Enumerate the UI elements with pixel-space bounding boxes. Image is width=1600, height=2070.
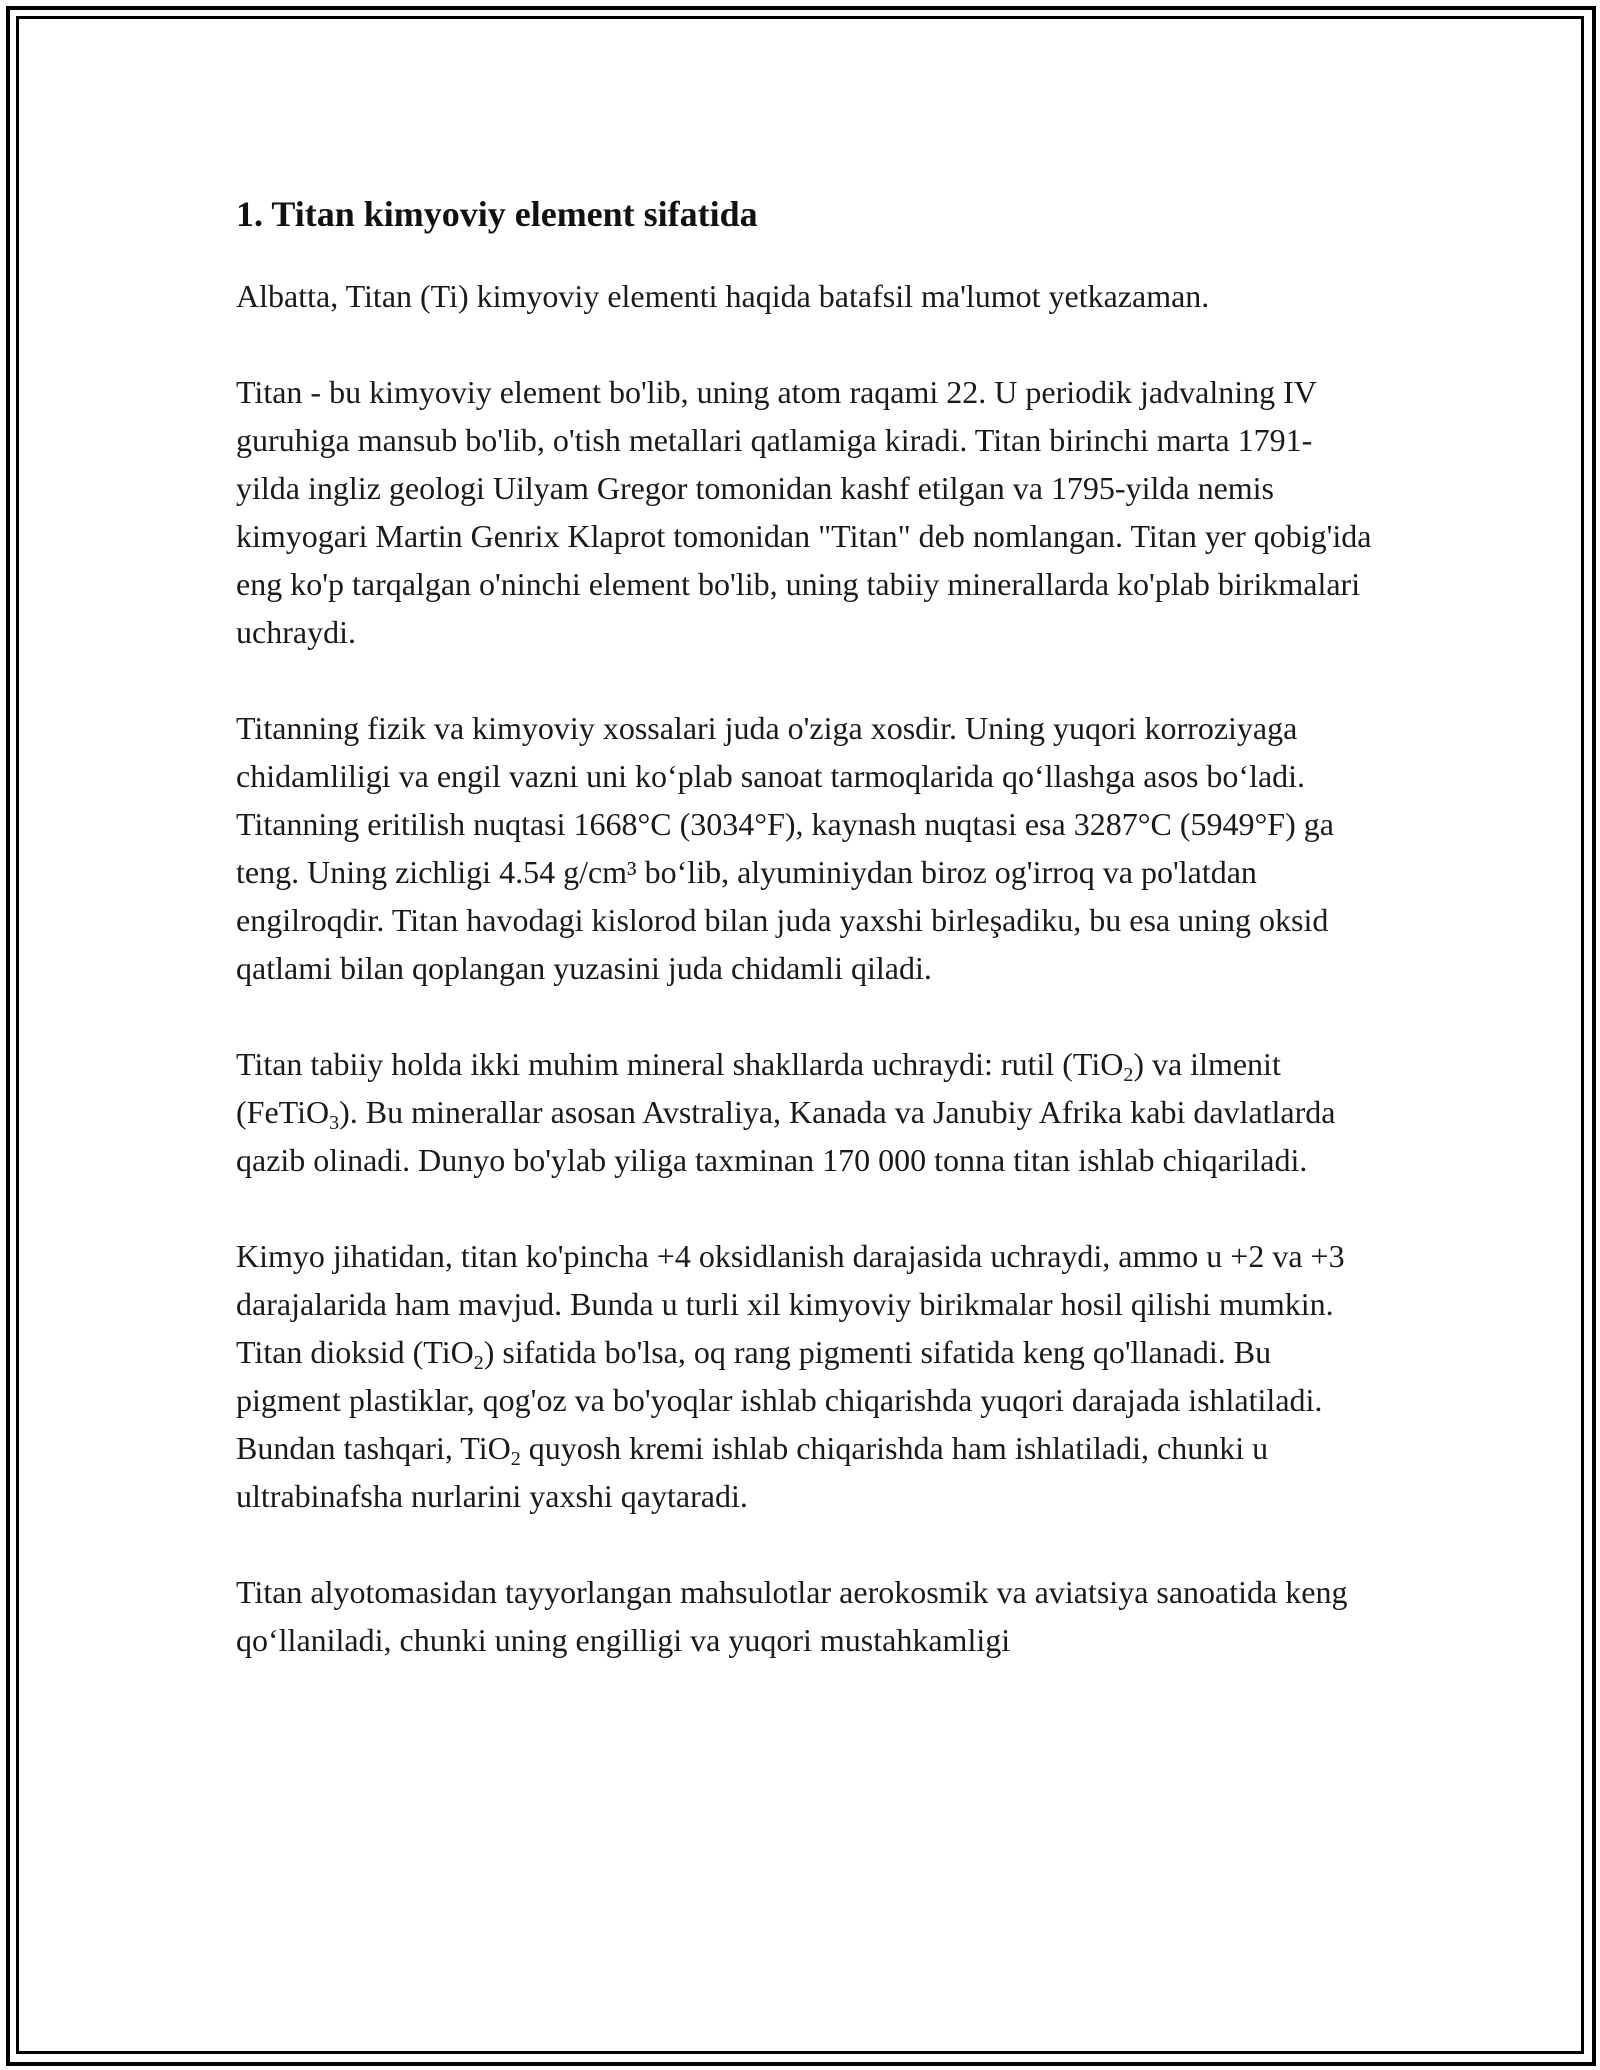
paragraph-properties: Titanning fizik va kimyoviy xossalari juda o'ziga xosdir. Uning yuqori korroziyaga chidamliligi va engil vazni uni ko‘plab sanoat tarmoqlarida qo‘llashga asos bo‘ladi. Titanning eritilish nuqtasi 1668°C (3034°F), kaynash nuqtasi esa 3287°C (5949°F) ga teng. Uning zichligi 4.54 g/cm³ bo‘lib, alyuminiydan biroz og'irroq va po'latdan engilroqdir. Titan havodagi kislorod bilan juda yaxshi birleşadiku, bu esa uning oksid qatlami bilan qoplangan yuzasini juda chidamli qiladi. <box>236 710 1334 986</box>
subscript: 2 <box>473 1352 484 1374</box>
paragraph-history: Titan - bu kimyoviy element bo'lib, uning atom raqami 22. U periodik jadvalning IV guruhiga mansub bo'lib, o'tish metallari qatlamiga kiradi. Titan birinchi marta 1791-yilda ingliz geologi Uilyam Gregor tomonidan kashf etilgan va 1795-yilda nemis kimyogari Martin Genrix Klaprot tomonidan "Titan" deb nomlangan. Titan yer qobig'ida eng ko'p tarqalgan o'ninchi element bo'lib, uning tabiiy minerallarda ko'plab birikmalari uchraydi. <box>236 374 1372 650</box>
document-body <box>236 186 1376 1712</box>
text-fragment: ). Bu minerallar asosan Avstraliya, Kanada va Janubiy Afrika kabi davlatlarda qazib olinadi. Dunyo bo'ylab yiliga taxminan 170 000 tonna titan ishlab chiqariladi. <box>236 1094 1336 1178</box>
intro-paragraph: Albatta, Titan (Ti) kimyoviy elementi haqida batafsil ma'lumot yetkazaman. <box>236 278 1210 314</box>
subscript: 2 <box>1123 1064 1134 1086</box>
paragraph-minerals <box>236 1040 1376 1184</box>
paragraph-applications: Titan alyotomasidan tayyorlangan mahsulotlar aerokosmik va aviatsiya sanoatida keng qo‘llaniladi, chunki uning engilligi va yuqori mustahkamligi <box>236 1574 1348 1658</box>
text-fragment: ) sifatida bo'lsa, oq rang pigmenti sifatida keng qo'llanadi. Bu pigment plastiklar, qog'oz va bo'yoqlar ishlab chiqarishda yuqori darajada ishlatiladi. Bundan tashqari, TiO <box>236 1334 1323 1466</box>
subscript: 3 <box>329 1112 340 1134</box>
text-fragment: Kimyo jihatidan, titan ko'pincha +4 oksidlanish darajasida uchraydi, ammo u +2 va +3 darajalarida ham mavjud. Bunda u turli xil kimyoviy birikmalar hosil qilishi mumkin. Titan dioksid (TiO <box>236 1238 1345 1370</box>
text-fragment: ) va ilmenit (FeTiO <box>236 1046 1281 1130</box>
text-fragment: Titan tabiiy holda ikki muhim mineral shakllarda uchraydi: rutil (TiO <box>236 1046 1124 1082</box>
paragraph-chemistry <box>236 1232 1376 1520</box>
section-heading: 1. Titan kimyoviy element sifatida <box>236 194 758 234</box>
subscript: 2 <box>510 1448 521 1470</box>
text-fragment: quyosh kremi ishlab chiqarishda ham ishlatiladi, chunki u ultrabinafsha nurlarini yaxshi qaytaradi. <box>236 1430 1269 1514</box>
